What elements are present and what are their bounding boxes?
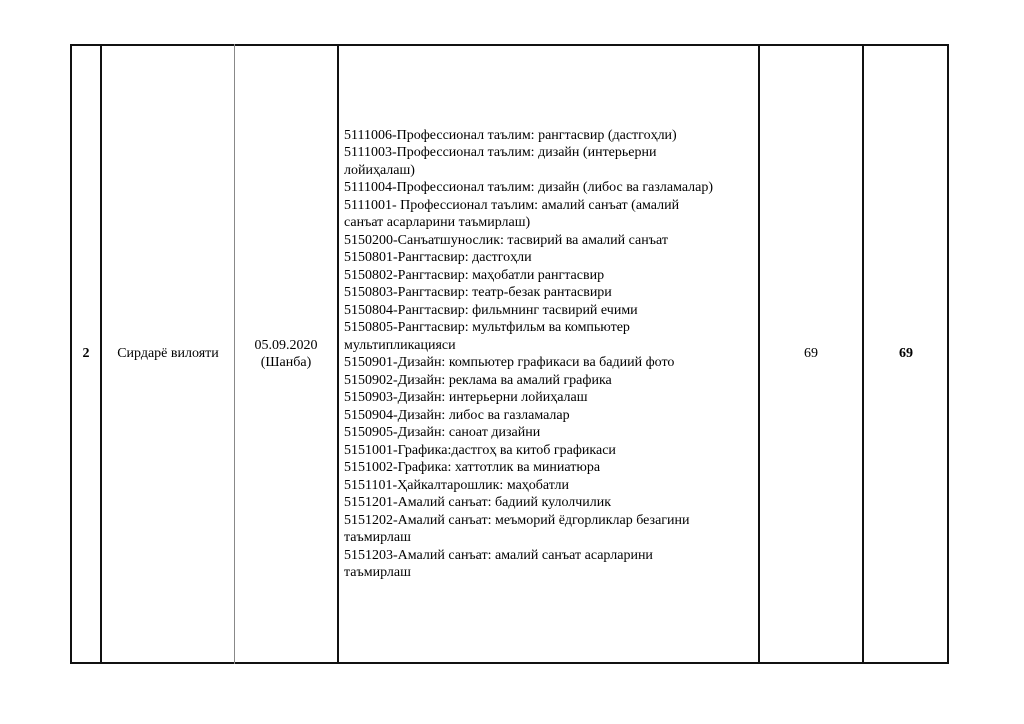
region-cell xyxy=(102,46,234,662)
specialty-line: лойиҳалаш) xyxy=(344,162,415,178)
specialty-line: 5111004-Профессионал таълим: дизайн (либос ва газламалар) xyxy=(344,180,714,195)
specialty-line: 5150904-Дизайн: либос ва газламалар xyxy=(344,407,570,423)
specialty-line: 5150901-Дизайн: компьютер графикаси ва бадиий фото xyxy=(344,355,675,370)
specialty-line: таъмирлаш xyxy=(344,530,411,545)
row-number-cell xyxy=(72,46,100,662)
specialty-line: 5150802-Рангтасвир: маҳобатли рангтасвир xyxy=(344,267,605,283)
specialty-line: 5111006-Профессионал таълим: рангтасвир (дастгоҳли) xyxy=(344,127,677,143)
count-cell xyxy=(760,46,862,662)
date-cell xyxy=(235,46,337,662)
specialty-line: 5111001- Профессионал таълим: амалий санъат (амалий xyxy=(344,197,680,213)
region-name: Сирдарё вилояти xyxy=(117,346,219,362)
column-divider xyxy=(337,44,339,664)
exam-weekday: (Шанба) xyxy=(260,355,312,370)
specialty-line: 5150903-Дизайн: интерьерни лойиҳалаш xyxy=(344,390,588,405)
specialty-line: 5150804-Рангтасвир: фильмнинг тасвирий ечими xyxy=(344,302,638,318)
total-cell xyxy=(864,46,948,662)
specialty-line: 5150801-Рангтасвир: дастгоҳли xyxy=(344,250,532,265)
specialty-line: 5150805-Рангтасвир: мультфильм ва компьютер xyxy=(344,320,630,335)
specialty-line: 5151203-Амалий санъат: амалий санъат асарларини xyxy=(344,547,653,563)
specialty-line: 5151001-Графика:дастгоҳ ва китоб графикаси xyxy=(344,442,616,458)
specialty-line: 5150200-Санъатшунослик: тасвирий ва амалий санъат xyxy=(344,232,668,248)
exam-date: 05.09.2020 xyxy=(254,337,318,353)
specialty-line: 5150905-Дизайн: саноат дизайни xyxy=(344,425,541,440)
specialty-line: таъмирлаш xyxy=(344,565,411,580)
specialty-line: 5111003-Профессионал таълим: дизайн (интерьерни xyxy=(344,145,657,160)
specialty-line: 5151202-Амалий санъат: меъморий ёдгорликлар безагини xyxy=(344,512,690,528)
specialty-line: 5150902-Дизайн: реклама ва амалий графика xyxy=(344,372,612,388)
specialty-line: 5151201-Амалий санъат: бадиий кулолчилик xyxy=(344,495,612,510)
total-value: 69 xyxy=(899,346,913,362)
specialty-line: мультипликацияси xyxy=(344,337,456,353)
row-number: 2 xyxy=(82,346,90,362)
specialty-line: 5151002-Графика: хаттотлик ва миниатюра xyxy=(344,460,601,475)
specialty-line: санъат асарларини таъмирлаш) xyxy=(344,215,531,230)
specialty-line: 5150803-Рангтасвир: театр-безак рантасвири xyxy=(344,285,612,300)
specialties-cell xyxy=(344,46,756,662)
count-value: 69 xyxy=(804,346,818,362)
specialties-list xyxy=(344,127,713,582)
specialty-line: 5151101-Ҳайкалтарошлик: маҳобатли xyxy=(344,477,570,493)
